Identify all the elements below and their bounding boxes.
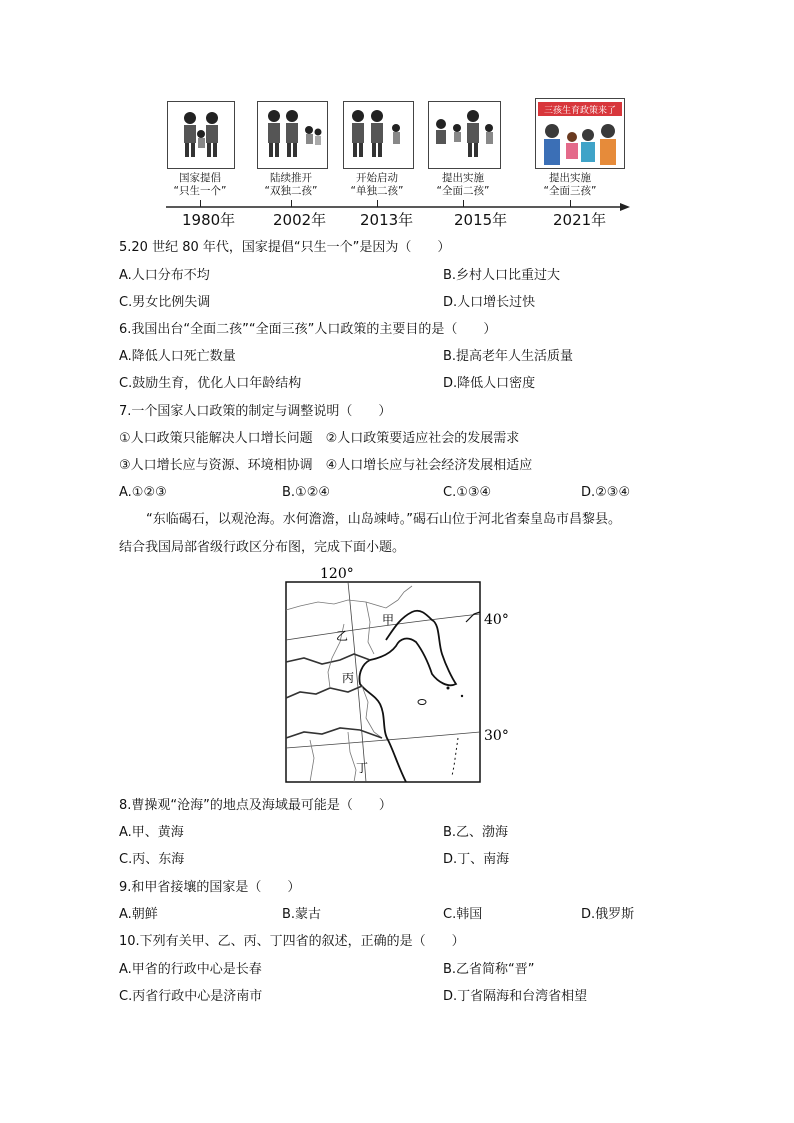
- caption-line-2: “双独二孩”: [264, 185, 318, 197]
- tick-2021: [570, 200, 571, 207]
- year-2013: 2013年: [360, 211, 414, 229]
- caption-line-1: 陆续推开: [270, 172, 312, 184]
- tick-2002: [291, 200, 292, 207]
- q8-option-c: C.丙、东海: [119, 852, 185, 867]
- question-8-stem: 8.曹操观“沧海”的地点及海域最可能是（ ）: [119, 798, 392, 813]
- caption-2021: [530, 172, 610, 198]
- year-2021: 2021年: [553, 211, 607, 229]
- q6-option-c: C.鼓励生育，优化人口年龄结构: [119, 376, 302, 391]
- tick-1980: [200, 200, 201, 207]
- caption-2013: [337, 172, 417, 198]
- question-5-stem: 5.20 世纪 80 年代，国家提倡“只生一个”是因为（ ）: [119, 240, 451, 255]
- family-illustration-icon: [536, 99, 624, 168]
- q10-option-b: B.乙省简称“晋”: [443, 962, 535, 977]
- question-10-stem: 10.下列有关甲、乙、丙、丁四省的叙述，正确的是（ ）: [119, 934, 465, 949]
- q9-option-d: D.俄罗斯: [581, 907, 635, 922]
- year-2002: 2002年: [273, 211, 327, 229]
- family-illustration-icon: [168, 102, 234, 168]
- question-6-stem: 6.我国出台“全面二孩”“全面三孩”人口政策的主要目的是（ ）: [119, 322, 497, 337]
- banner-text: 三孩生育政策来了: [543, 106, 617, 116]
- latitude-40-label: 40°: [484, 612, 509, 628]
- passage-line-2: 结合我国局部省级行政区分布图，完成下面小题。: [119, 540, 406, 555]
- map-svg: [270, 562, 530, 788]
- family-illustration-icon: [429, 102, 500, 168]
- arrow-right-icon: [620, 203, 630, 211]
- q6-option-d: D.降低人口密度: [443, 376, 536, 391]
- q9-option-a: A.朝鲜: [119, 907, 158, 922]
- caption-line-2: “单独二孩”: [350, 185, 404, 197]
- family-illustration-icon: [344, 102, 413, 168]
- panel-double-only: [257, 101, 328, 169]
- longitude-label: 120°: [320, 566, 354, 582]
- q8-option-b: B.乙、渤海: [443, 825, 509, 840]
- q9-option-b: B.蒙古: [282, 907, 322, 922]
- q7-option-d: D.②③④: [581, 485, 631, 500]
- year-2015: 2015年: [454, 211, 508, 229]
- passage-line-1: “东临碣石，以观沧海。水何澹澹，山岛竦峙。”碣石山位于河北省秦皇岛市昌黎县。: [146, 512, 621, 527]
- panel-full-three: [535, 98, 625, 169]
- caption-line-1: 提出实施: [549, 172, 591, 184]
- q7-option-b: B.①②④: [282, 485, 331, 500]
- q7-statements-2: ③人口增长应与资源、环境相协调 ④人口增长应与社会经济发展相适应: [119, 458, 533, 473]
- q7-option-c: C.①③④: [443, 485, 492, 500]
- province-bing-label: 丙: [342, 671, 355, 685]
- panel-one-child: [167, 101, 235, 169]
- tick-2015: [463, 200, 464, 207]
- q5-option-b: B.乡村人口比重过大: [443, 268, 561, 283]
- panel-full-two: [428, 101, 501, 169]
- question-9-stem: 9.和甲省接壤的国家是（ ）: [119, 880, 301, 895]
- caption-line-1: 国家提倡: [179, 172, 221, 184]
- caption-2002: [251, 172, 331, 198]
- province-ding-label: 丁: [356, 761, 369, 775]
- q5-option-c: C.男女比例失调: [119, 295, 211, 310]
- q8-option-a: A.甲、黄海: [119, 825, 184, 840]
- tick-2013: [377, 200, 378, 207]
- q7-statements-1: ①人口政策只能解决人口增长问题 ②人口政策要适应社会的发展需求: [119, 431, 520, 446]
- q9-option-c: C.韩国: [443, 907, 483, 922]
- q10-option-d: D.丁省隔海和台湾省相望: [443, 989, 588, 1004]
- q5-option-a: A.人口分布不均: [119, 268, 210, 283]
- caption-line-1: 开始启动: [356, 172, 398, 184]
- q5-option-d: D.人口增长过快: [443, 295, 536, 310]
- q10-option-a: A.甲省的行政中心是长春: [119, 962, 262, 977]
- latitude-30-label: 30°: [484, 728, 509, 744]
- caption-line-1: 提出实施: [442, 172, 484, 184]
- caption-line-2: “全面二孩”: [436, 185, 490, 197]
- caption-2015: [423, 172, 503, 198]
- caption-line-2: “全面三孩”: [543, 185, 597, 197]
- q6-option-b: B.提高老年人生活质量: [443, 349, 574, 364]
- question-7-stem: 7.一个国家人口政策的制定与调整说明（ ）: [119, 404, 392, 419]
- province-jia-label: 甲: [382, 613, 395, 627]
- province-yi-label: 乙: [336, 629, 349, 643]
- year-1980: 1980年: [182, 211, 236, 229]
- q10-option-c: C.丙省行政中心是济南市: [119, 989, 263, 1004]
- caption-1980: [160, 172, 240, 198]
- q6-option-a: A.降低人口死亡数量: [119, 349, 236, 364]
- family-illustration-icon: [258, 102, 327, 168]
- caption-line-2: “只生一个”: [173, 185, 227, 197]
- province-map-figure: [270, 562, 530, 788]
- q8-option-d: D.丁、南海: [443, 852, 510, 867]
- q7-option-a: A.①②③: [119, 485, 167, 500]
- panel-single-only: [343, 101, 414, 169]
